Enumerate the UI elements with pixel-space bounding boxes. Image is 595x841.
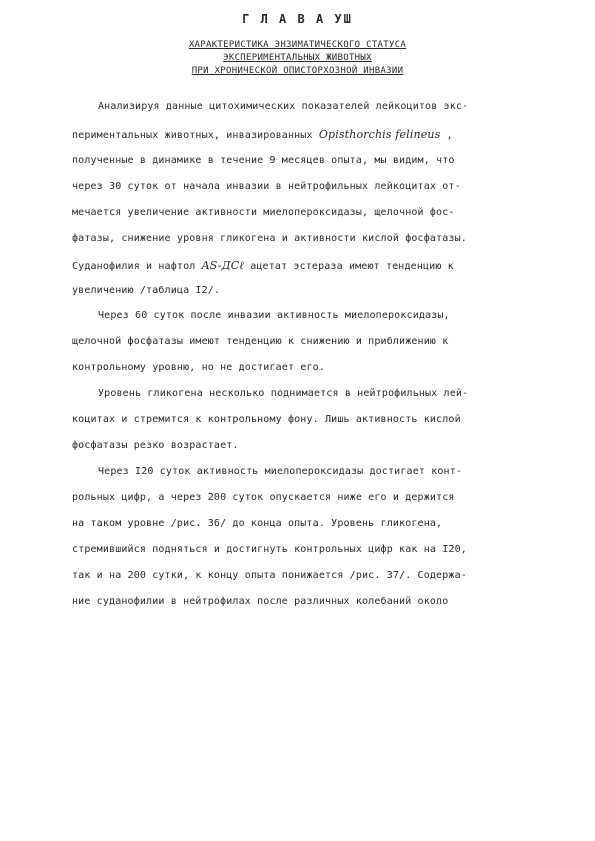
body-text: , [440,130,453,141]
body-line: мечается увеличение активности миелопероксидазы, щелочной фос- [72,207,455,218]
section-title-line-3: ПРИ ХРОНИЧЕСКОЙ ОПИСТОРХОЗНОЙ ИНВАЗИИ [191,66,404,76]
body-text: ацетат эстераза имеют тенденцию к [244,261,454,272]
body-line: коцитах и стремится к контрольному фону. Лишь активность кислой [72,414,461,425]
body-line: стремившийся подняться и достигнуть контрольных цифр как на I20, [72,544,467,555]
body-line [72,128,453,141]
body-line: Через I20 суток активность миелопероксидазы достигает конт- [98,466,463,477]
body-line: фосфатазы резко возрастает. [72,440,239,451]
body-line [72,259,454,272]
section-title-line-2: ЭКСПЕРИМЕНТАЛЬНЫХ ЖИВОТНЫХ [223,53,372,63]
latin-species-name: Opisthorchis felineus [318,128,441,141]
chapter-heading: Г Л А В А УШ [242,12,353,26]
body-line: полученные в динамике в течение 9 месяцев опыта, мы видим, что [72,155,455,166]
body-line: Анализируя данные цитохимических показателей лейкоцитов экс- [98,101,469,112]
handwritten-reagent: AS-ДCℓ [201,259,245,272]
body-line: так и на 200 сутки, к концу опыта понижается /рис. 37/. Содержа- [72,570,467,581]
body-line: контрольному уровню, но не достигает его. [72,362,325,373]
body-line: щелочной фосфатазы имеют тенденцию к снижению и приближению к [72,336,449,347]
body-line: рольных цифр, а через 200 суток опускается ниже его и держится [72,492,455,503]
body-line: Уровень гликогена несколько поднимается в нейтрофильных лей- [98,388,469,399]
body-text: Суданофилия и нафтол [72,261,202,272]
body-text: периментальных животных, инвазированных [72,130,319,141]
body-line: фатазы, снижение уровня гликогена и активности кислой фосфатазы. [72,233,467,244]
body-line: Через 60 суток после инвазии активность миелопероксидазы, [98,310,450,321]
body-line: ние суданофилии в нейтрофилах после различных колебаний около [72,596,449,607]
body-line: на таком уровне /рис. 36/ до конца опыта. Уровень гликогена, [72,518,443,529]
body-line: увеличению /таблица I2/. [72,285,221,296]
body-line: через 30 суток от начала инвазии в нейтрофильных лейкоцитах от- [72,181,461,192]
section-title-line-1: ХАРАКТЕРИСТИКА ЭНЗИМАТИЧЕСКОГО СТАТУСА [188,40,407,50]
